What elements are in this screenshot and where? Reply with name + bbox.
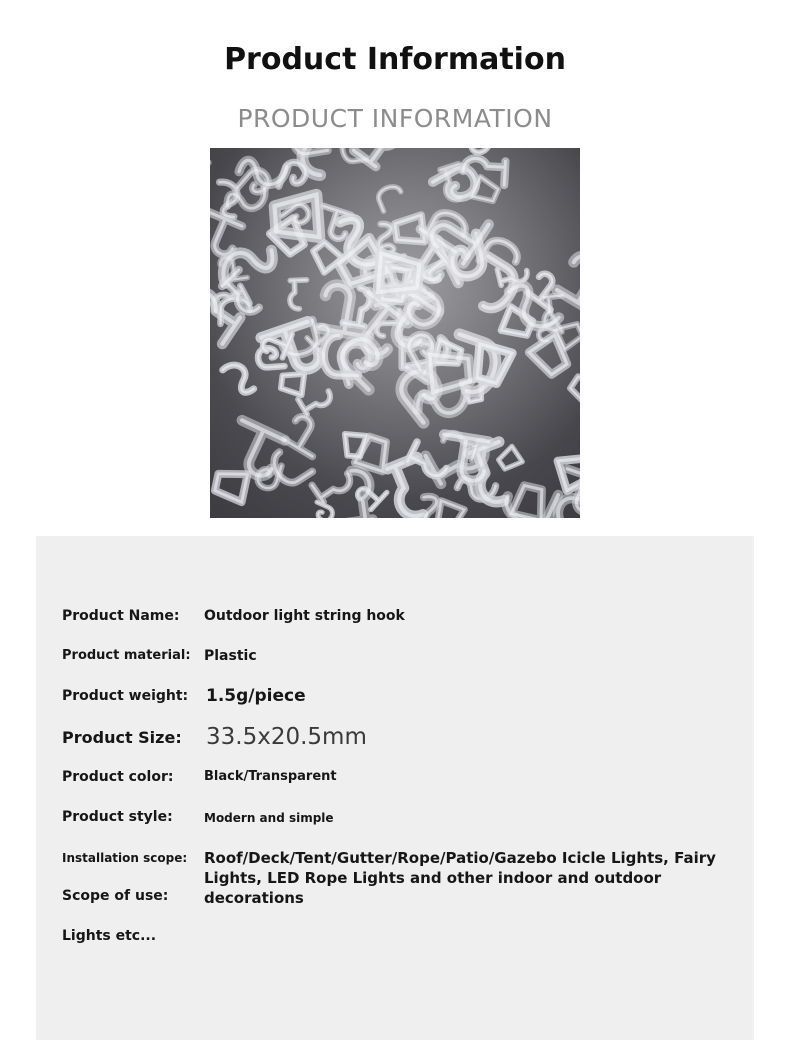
spec-label: Installation scope: bbox=[62, 851, 188, 865]
spec-value: 33.5x20.5mm bbox=[206, 724, 367, 750]
page-subtitle: PRODUCT INFORMATION bbox=[237, 104, 553, 133]
spec-value: Roof/Deck/Tent/Gutter/Rope/Patio/Gazebo Icicle Lights, Fairy Lights, LED Rope Lights and other indoor and outdoor decorations bbox=[204, 849, 716, 907]
page-title: Product Information bbox=[224, 42, 566, 77]
spec-label: Lights etc... bbox=[62, 928, 157, 944]
spec-label: Product color: bbox=[62, 769, 174, 785]
hooks-illustration bbox=[210, 148, 580, 518]
spec-value: Modern and simple bbox=[204, 811, 334, 825]
spec-label: Product style: bbox=[62, 809, 173, 825]
spec-label: Product Size: bbox=[62, 728, 182, 747]
spec-label: Product Name: bbox=[62, 608, 180, 624]
spec-value: Plastic bbox=[204, 648, 257, 664]
spec-label: Product material: bbox=[62, 648, 191, 663]
spec-value: 1.5g/piece bbox=[206, 686, 306, 706]
spec-value: Black/Transparent bbox=[204, 769, 337, 784]
spec-value: Outdoor light string hook bbox=[204, 608, 405, 624]
spec-panel bbox=[36, 536, 754, 1040]
product-photo bbox=[210, 148, 580, 518]
spec-label: Scope of use: bbox=[62, 888, 169, 904]
spec-label: Product weight: bbox=[62, 688, 189, 704]
